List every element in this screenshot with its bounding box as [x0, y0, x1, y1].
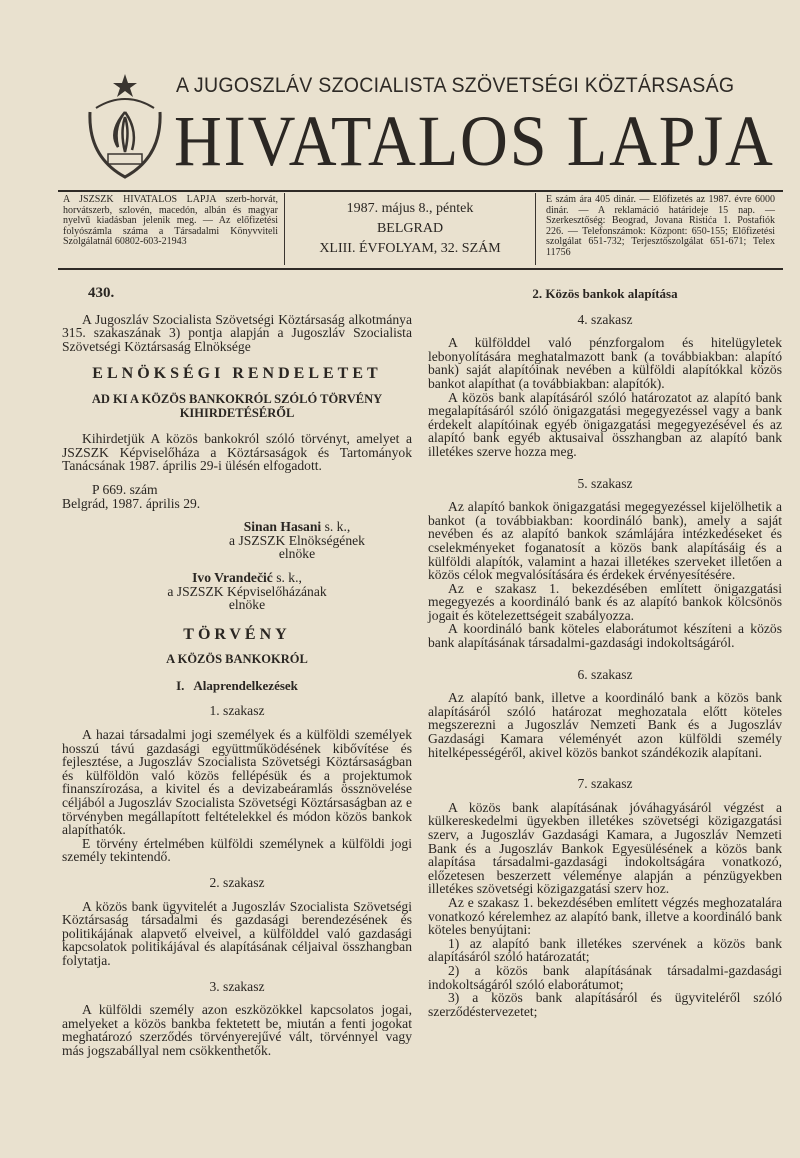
- paragraph: Az alapító bank, illetve a koordináló bank a közös bank alapításáról szóló határozat meghozatala előtt köteles megszerezni a Jugoszláv Nemzeti Bank és a Jugoszláv Gazdasági Kamara véleményét azon külföldi személy hitelképességéről, akivel közös bankot szándékozik alapítani.: [428, 690, 782, 760]
- publication-info: A JSZSZK HIVATALOS LAPJA szerb-horvát, horvátszerb, szlovén, macedón, albán és magyar nyelvű kiadásban jelenik meg. — Az előfizetési folyószámla száma a Társadalmi Könyvviteli Szolgálatnál 60802-603-21943: [58, 193, 285, 265]
- signer-title: a JSZSZK Képviselőházának: [167, 583, 327, 599]
- price-contact-info: E szám ára 405 dinár. — Előfizetés az 1987. évre 6000 dinár. — A reklamáció határideje 15 nap. — Szerkesztőség: Beograd, Jovana Ristića 1. Postafiók 226. — Telefonszámok: Központ: 650-155; Előfizetési szolgálat 651-732; Terjesztőszolgálat 651-671; Telex 11756: [546, 194, 775, 258]
- list-item: 3) a közös bank alapításáról és ügyviteléről szóló szerződéstervezetet;: [428, 990, 782, 1019]
- section-title: 2. szakasz: [209, 875, 265, 890]
- list-item: 1) az alapító bank illetékes szervének a közös bank alapításáról szóló határozatát;: [428, 935, 782, 965]
- proclamation: Kihirdetjük A közös bankokról szóló törvényt, amelyet a JSZSZK Képviselőháza a Köztársaságok és Tartományok Tanácsának 1987. április 29-i ülésén elfogadott.: [62, 431, 412, 474]
- section-title: 5. szakasz: [577, 475, 633, 491]
- paragraph: A hazai társadalmi jogi személyek és a külföldi személyek hosszú távú gazdasági együttműködésének kibővítése és fejlesztése, a Jugoszláv Szocialista Szövetségi Köztársaságban és külföldön való közös fellépésük és a projektumok finanszírozása, a kivitel és a devizabeáramlás össznövelése céljából a Jugoszláv Szocialista Szövetségi Köztársaságban az e törvényben megállapított feltételekkel és módon közös bankok alapíthatók.: [62, 727, 412, 838]
- section-title: 4. szakasz: [577, 311, 633, 327]
- masthead-subtitle: A JUGOSZLÁV SZOCIALISTA SZÖVETSÉGI KÖZTÁRSASÁG: [176, 74, 735, 97]
- law-subheading: A KÖZÖS BANKOKRÓL: [166, 652, 308, 667]
- chapter-heading: 2. Közös bankok alapítása: [532, 286, 678, 301]
- left-column: [62, 287, 412, 1058]
- document-number: 430.: [88, 285, 115, 301]
- paragraph: Az alapító bankok önigazgatási megegyezéssel kijelölhetik a bankot (a továbbiakban: koordináló bank), amely a saját nevében és az alapító bankok számlájára intézkedéseket és cselekményeket foganatosít a közös bank alapításáig és a külföldi alapítók, valamint a hazai illetékes szerveket illetően a közös célok megvalósítására és érdekek érvényesítésére.: [428, 499, 782, 583]
- paragraph: A közös bank alapításáról szóló határozatot az alapító bank megalapításáról szóló önigazgatási megegyezéssel vagy a bank érdekelt alapítóinak egyéb önigazgatási megegyezésével és az alapító bank egyéb aktusaival összhangban az alapító bank illetékes szerve hozza meg.: [428, 389, 782, 459]
- paragraph: A koordináló bank köteles elaborátumot készíteni a közös bank alapításának társadalmi-gazdasági indokoltságáról.: [428, 621, 782, 651]
- signer-title: a JSZSZK Elnökségének: [229, 532, 365, 548]
- section-title: 3. szakasz: [209, 978, 265, 994]
- signature-1: [182, 520, 412, 561]
- paragraph: Az e szakasz 1. bekezdésében említett önigazgatási megegyezés a koordináló bank és az alapító bankok kölcsönös jogait és kötelezettségeit szabályozza.: [428, 580, 782, 623]
- section-title: 7. szakasz: [577, 776, 633, 792]
- decree-heading: ELNÖKSÉGI RENDELETET: [92, 365, 382, 383]
- chapter-heading: I. Alaprendelkezések: [176, 677, 298, 693]
- section-title: 1. szakasz: [209, 703, 265, 719]
- paragraph: A külfölddel való pénzforgalom és hitelügyletek lebonyolítására meghatalmazott bank (a továbbiakban: alapító bank) saját alapítóinak nevében a külföldi alapítókkal közös bankot alapíthat (a továbbiakban: alapítók).: [428, 335, 782, 391]
- info-box: [58, 193, 783, 265]
- signer-sk: s. k.,: [272, 569, 302, 585]
- law-heading: TÖRVÉNY: [183, 625, 291, 643]
- section-title: 6. szakasz: [577, 666, 633, 682]
- reference-place-date: Belgrád, 1987. április 29.: [62, 495, 201, 511]
- header-rule-top: [58, 190, 783, 192]
- paragraph: A közös bank alapításának jóváhagyásáról végzést a külkereskedelmi ügyekben illetékes szövetségi közigazgatási szerv, a Jugoszláv Gazdasági Kamara, a Jugoszláv Nemzeti Bank és a Jugoszláv Bankok Egyesülésének a közös bank alapítása társadalmi-gazdasági indokoltságára vonatkozó, előzetesen beszerzett véleménye alapján a pénzügyekben illetékes szövetségi közigazgatási szerv hoz.: [428, 799, 782, 897]
- preamble: A Jugoszláv Szocialista Szövetségi Köztársaság alkotmánya 315. szakaszának 3) pontja alapján a Jugoszláv Szocialista Szövetségi Köztársaság Elnöksége: [62, 311, 412, 354]
- list-item: 2) a közös bank alapításának társadalmi-gazdasági indokoltságáról szóló elaborátumot;: [428, 962, 782, 992]
- right-column: [428, 287, 782, 1018]
- issue-info: [285, 193, 536, 265]
- signer-title: elnöke: [278, 546, 316, 562]
- signer-sk: s. k.,: [321, 519, 351, 535]
- signer-name: Ivo Vrandečić: [192, 569, 273, 585]
- header-rule-bottom: [58, 268, 783, 270]
- paragraph: E törvény értelmében külföldi személynek a külföldi jogi személy tekintendő.: [62, 835, 412, 865]
- signer-name: Sinan Hasani: [243, 519, 322, 535]
- signature-2: [82, 571, 412, 612]
- paragraph: Az e szakasz 1. bekezdésében említett végzés meghozatalára vonatkozó kérelemhez az alapító bank, illetve a koordináló bank köteles benyújtani:: [428, 894, 782, 938]
- issue-date: 1987. május 8., péntek: [346, 201, 474, 216]
- masthead-title: HIVATALOS LAPJA: [174, 101, 775, 181]
- issue-number: XLIII. ÉVFOLYAM, 32. SZÁM: [319, 241, 501, 256]
- signer-title: elnöke: [228, 597, 266, 613]
- paragraph: A külföldi személy azon eszközökkel kapcsolatos jogai, amelyeket a közös bankba fektetett be, miután a fenti jogokat meghatározó szerződés törvényerejűvé vált, törvénnyel vagy más jogszabállyal nem csökkenthetők.: [62, 1002, 412, 1058]
- decree-subheading: AD KI A KÖZÖS BANKOKRÓL SZÓLÓ TÖRVÉNY KIHIRDETÉSÉRŐL: [91, 391, 383, 420]
- paragraph: A közös bank ügyvitelét a Jugoszláv Szocialista Szövetségi Köztársaság társadalmi és gazdasági berendezésének és politikájának alapvető elveivel, a külfölddel való gazdasági kapcsolatok politikájával és alapításának céljaival összhangban folytatja.: [62, 898, 412, 968]
- issue-city: BELGRAD: [376, 221, 444, 236]
- reference-number: P 669. szám: [92, 481, 158, 497]
- state-emblem-icon: [78, 72, 173, 184]
